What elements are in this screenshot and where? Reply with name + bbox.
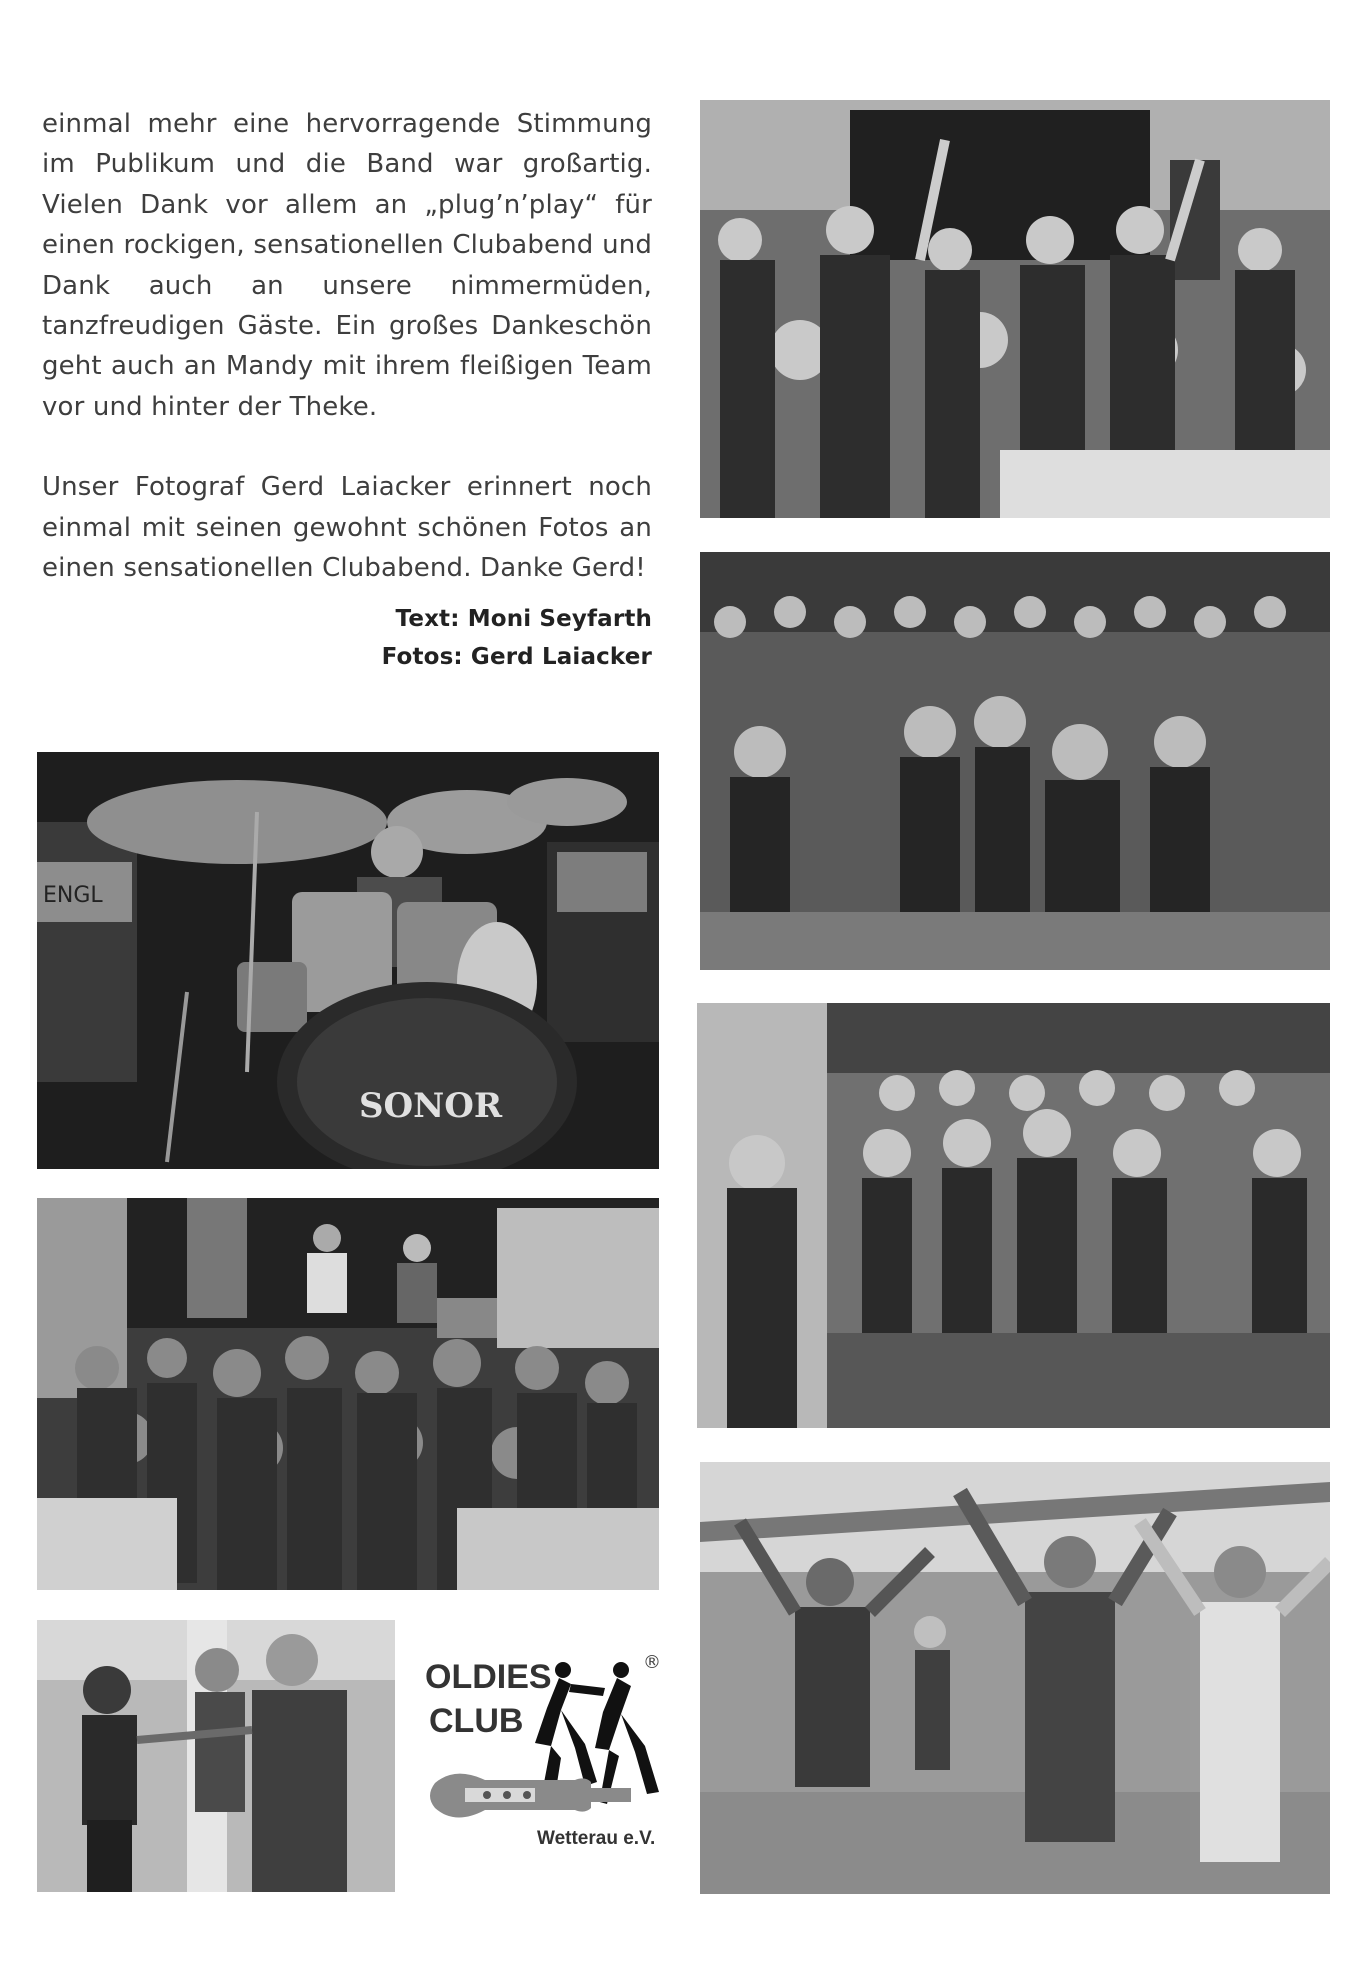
logo-location: Wetterau e.V. — [537, 1828, 656, 1849]
photo-band-audience — [37, 1198, 659, 1590]
amp-label: ENGL — [43, 883, 103, 908]
oldies-club-logo — [425, 1648, 673, 1873]
article-paragraph-1: einmal mehr eine hervorragende Stimmung im Publikum und die Band war großartig. Vielen Dank vor allem an „plug’n’play“ für einen rockigen, sensationellen Clubabend und Dank auch an unsere nimmermüden, tanzfreudigen Gäste. Ein großes Dankeschön geht auch an Mandy mit ihrem fleißigen Team vor und hinter der Theke. — [42, 109, 652, 422]
photo-dance-floor-2 — [697, 1003, 1330, 1428]
photo-crowd-stage — [700, 100, 1330, 518]
photo-dancing-couple — [37, 1620, 395, 1892]
credits — [42, 600, 652, 676]
article-paragraph-2: Unser Fotograf Gerd Laiacker erinnert noch einmal mit seinen gewohnt schönen Fotos an einen sensationellen Clubabend. Danke Gerd! — [42, 472, 652, 584]
photo-dancers-arms-raised — [700, 1462, 1330, 1894]
logo-line-club: CLUB — [429, 1702, 524, 1740]
credit-text-author: Text: Moni Seyfarth — [395, 606, 652, 633]
photo-dance-floor-1 — [700, 552, 1330, 970]
guitar-icon — [430, 1774, 631, 1818]
photo-drummer — [37, 752, 659, 1169]
credit-photographer: Fotos: Gerd Laiacker — [381, 644, 652, 671]
drum-brand-label: SONOR — [359, 1086, 503, 1126]
logo-line-oldies: OLDIES — [425, 1658, 552, 1696]
registered-mark: ® — [643, 1652, 661, 1673]
article-text — [42, 104, 652, 676]
